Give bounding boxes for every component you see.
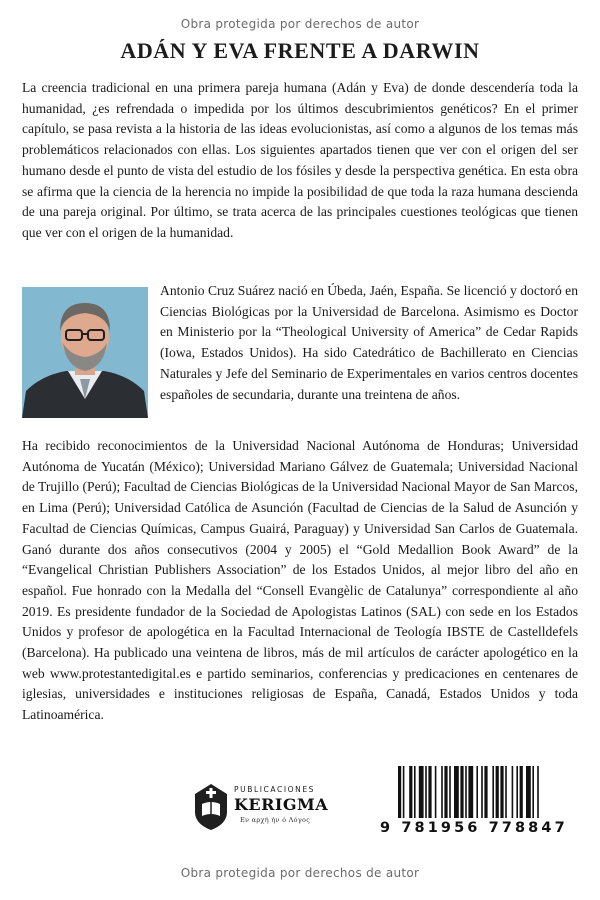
publisher-name: KERIGMA — [234, 795, 329, 814]
synopsis-paragraph: La creencia tradicional en una primera pareja humana (Adán y Eva) de donde descendería toda la humanidad, ¿es refrendada o impedida por los últimos descubrimientos genéticos? En el primer capítulo, se pasa revista a la historia de las ideas evolucionistas, así como a algunos de los temas más problemáticos relacionados con ellas. Los siguientes apartados tienen que ver con el origen del ser humano desde el punto de vista del estudio de los fósiles y desde la perspectiva genética. En esta obra se afirma que la ciencia de la herencia no impide la posibilidad de que toda la raza humana descienda de una pareja original. Por último, se trata acerca de las principales cuestiones teológicas que tienen que ver con el origen de la humanidad. — [22, 80, 578, 240]
publisher-logo — [188, 780, 338, 836]
book-title: ADÁN Y EVA FRENTE A DARWIN — [120, 38, 480, 63]
publisher-emblem-icon — [190, 782, 232, 832]
publisher-motto: Εν αρχή ήν ό Λόγος — [240, 816, 311, 824]
publisher-line1: PUBLICACIONES — [234, 785, 316, 794]
barcode-bars — [396, 766, 598, 820]
author-photo — [22, 287, 148, 418]
author-portrait-image — [22, 287, 148, 418]
copyright-watermark-bottom: Obra protegida por derechos de autor — [180, 866, 420, 880]
author-bio-intro: Antonio Cruz Suárez nació en Úbeda, Jaén, España. Se licenció y doctoró en Ciencias Biológicas por la Universidad de Barcelona. Asimismo es Doctor en Ministerio por la “Theological University of America” de Cedar Rapids (Iowa, Estados Unidos). Ha sido Catedrático de Bachillerato en Ciencias Naturales y Jefe del Seminario de Experimentales en varios centros docentes españoles de secundaria, durante una treintena de años. — [160, 283, 578, 402]
copyright-watermark-top: Obra protegida por derechos de autor — [180, 17, 420, 31]
isbn-number: 9 781956 778847 — [380, 820, 568, 836]
author-bio-achievements: Ha recibido reconocimientos de la Universidad Nacional Autónoma de Honduras; Universidad Autónoma de Yucatán (México); Universidad Mariano Gálvez de Guatemala; Universidad Nacional de Trujillo (Perú); Facultad de Ciencias Biológicas de la Universidad Nacional Mayor de San Marcos, en Lima (Perú); Universidad Católica de Asunción (Facultad de Ciencias de la Salud de Asunción y Facultad de Ciencias Químicas, Campus Guairá, Paraguay) y Universidad San Carlos de Guatemala. Ganó durante dos años consecutivos (2004 y 2005) el “Gold Medallion Book Award” de la “Evangelical Christian Publishers Association” de los Estados Unidos, al mejor libro del año en español. Fue honrado con la Medalla del “Consell Evangèlic de Catalunya” correspondiente al año 2019. Es presidente fundador de la Sociedad de Apologistas Latinos (SAL) con sede en los Estados Unidos y profesor de apologética en la Facultad Internacional de Teología IBSTE de Castelldefels (Barcelona). Ha publicado una veintena de libros, más de mil artículos de carácter apologético en la web www.protestantedigital.es e partido seminarios, conferencias y predicaciones en centenares de iglesias, universidades e instituciones religiosas de España, Canadá, Estados Unidos y toda Latinoamérica. — [22, 438, 578, 723]
